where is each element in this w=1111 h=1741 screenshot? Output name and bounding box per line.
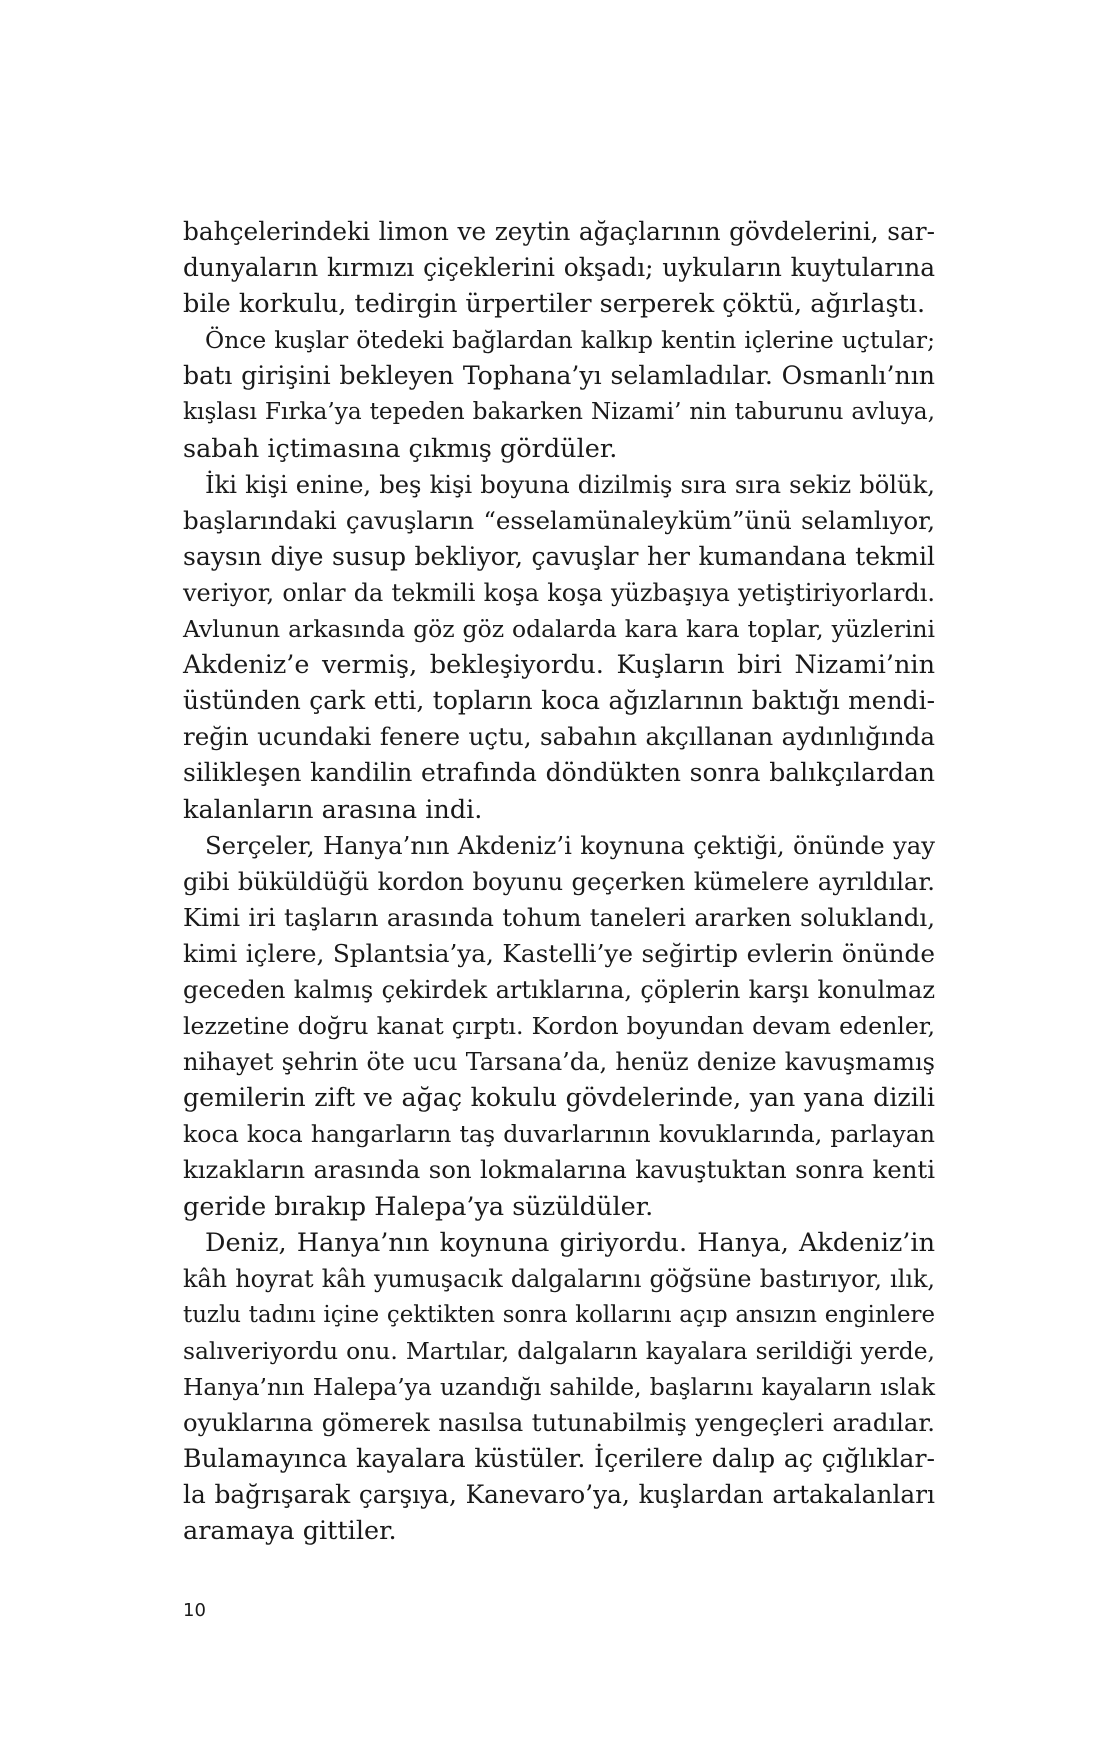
text-line: Akdeniz’e vermiş, bekleşiyordu. Kuşların biri Nizami’nin <box>183 650 935 681</box>
text-line: bile korkulu, tedirgin ürpertiler serperek çöktü, ağırlaştı. <box>183 289 926 320</box>
paragraph <box>183 1225 935 1550</box>
text-line: sabah içtimasına çıkmış gördüler. <box>183 433 618 464</box>
text-line: kışlası Fırka’ya tepeden bakarken Nizami’ nin taburunu avluya, <box>183 398 935 426</box>
text-line: üstünden çark etti, topların koca ağızlarının baktığı mendi- <box>183 686 935 716</box>
text-line: Kimi iri taşların arasında tohum taneleri ararken soluklandı, <box>183 902 935 932</box>
text-line: veriyor, onlar da tekmili koşa koşa yüzbaşıya yetiştiriyorlardı. <box>183 578 935 607</box>
text-line: bahçelerindeki limon ve zeytin ağaçlarının gövdelerini, sar- <box>183 217 935 246</box>
paragraph <box>183 214 935 322</box>
text-line: nihayet şehrin öte ucu Tarsana’da, henüz denize kavuşmamış <box>183 1048 935 1077</box>
text-line: Bulamayınca kayalara küstüler. İçerilere dalıp aç çığlıklar- <box>183 1444 935 1474</box>
text-line: İki kişi enine, beş kişi boyuna dizilmiş sıra sıra sekiz bölük, <box>205 470 935 499</box>
text-line: kızakların arasında son lokmalarına kavuştuktan sonra kenti <box>183 1155 935 1185</box>
paragraph <box>183 828 935 1225</box>
text-line: geceden kalmış çekirdek artıklarına, çöplerin karşı konulmaz <box>183 975 935 1004</box>
text-line: dunyaların kırmızı çiçeklerini okşadı; uykuların kuytularına <box>183 253 935 283</box>
text-line: reğin ucundaki fenere uçtu, sabahın akçıllanan aydınlığında <box>183 722 935 752</box>
text-line: batı girişini bekleyen Tophana’yı selamladılar. Osmanlı’nın <box>183 361 935 391</box>
text-line: silikleşen kandilin etrafında döndükten sonra balıkçılardan <box>183 758 935 788</box>
text-line: Hanya’nın Halepa’ya uzandığı sahilde, başlarını kayaların ıslak <box>183 1373 935 1401</box>
text-line: saysın diye susup bekliyor, çavuşlar her kumandana tekmil <box>183 541 935 571</box>
text-line: Önce kuşlar ötedeki bağlardan kalkıp kentin içlerine uçtular; <box>205 326 935 355</box>
text-line: Deniz, Hanya’nın koynuna giriyordu. Hanya, Akdeniz’in <box>205 1227 935 1258</box>
text-line: geride bırakıp Halepa’ya süzüldüler. <box>183 1191 654 1222</box>
page-number: 10 <box>183 1600 206 1621</box>
text-line: tuzlu tadını içine çektikten sonra kollarını açıp ansızın enginlere <box>183 1301 935 1328</box>
text-line: Serçeler, Hanya’nın Akdeniz’i koynuna çektiği, önünde yay <box>205 830 935 860</box>
text-line: oyuklarına gömerek nasılsa tutunabilmiş yengeçleri aradılar. <box>183 1408 935 1438</box>
text-line: başlarındaki çavuşların “esselamünaleyküm”ünü selamlıyor, <box>183 505 935 535</box>
text-line: kalanların arasına indi. <box>183 794 483 825</box>
text-line: Avlunun arkasında göz göz odalarda kara kara toplar, yüzlerini <box>183 615 935 644</box>
text-line: kimi içlere, Splantsia’ya, Kastelli’ye seğirtip evlerin önünde <box>183 938 935 968</box>
text-line: gibi büküldüğü kordon boyunu geçerken kümelere ayrıldılar. <box>183 867 935 896</box>
paragraph <box>183 467 935 828</box>
text-line: aramaya gittiler. <box>183 1516 397 1547</box>
text-line: gemilerin zift ve ağaç kokulu gövdelerinde, yan yana dizili <box>183 1083 935 1113</box>
text-line: kâh hoyrat kâh yumuşacık dalgalarını göğsüne bastırıyor, ılık, <box>183 1264 935 1293</box>
text-line: koca koca hangarların taş duvarlarının kovuklarında, parlayan <box>183 1120 935 1149</box>
text-line: salıveriyordu onu. Martılar, dalgaların kayalara serildiği yerde, <box>183 1336 935 1365</box>
paragraph <box>183 322 935 466</box>
text-line: lezzetine doğru kanat çırptı. Kordon boyundan devam edenler, <box>183 1012 935 1041</box>
body-text <box>183 214 935 1549</box>
text-line: la bağrışarak çarşıya, Kanevaro’ya, kuşlardan artakalanları <box>183 1480 935 1510</box>
